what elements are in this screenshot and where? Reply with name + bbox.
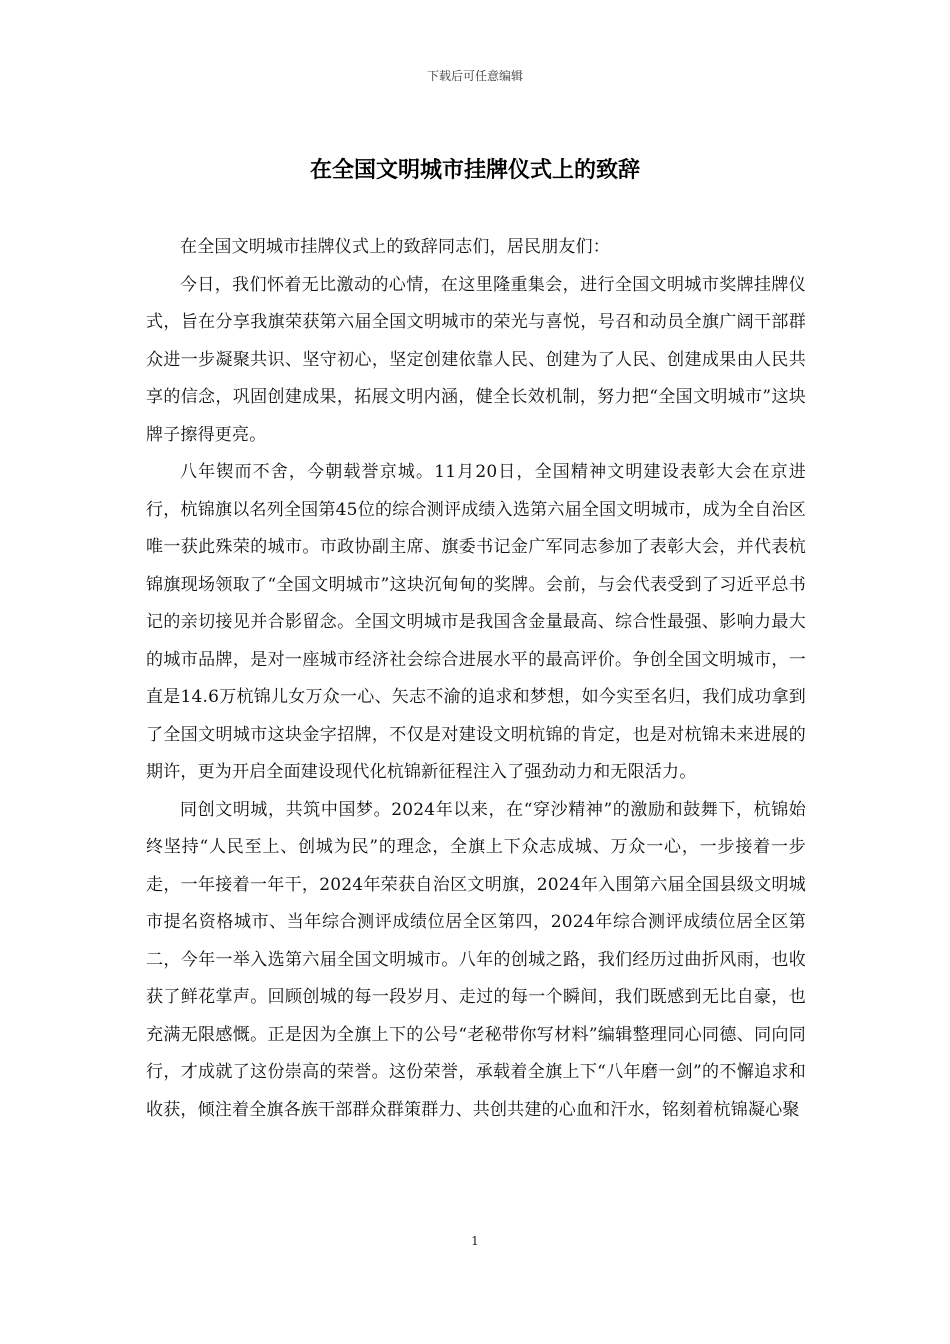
document-title: 在全国文明城市挂牌仪式上的致辞 — [309, 157, 640, 183]
paragraph-2: 八年锲而不舍，今朝载誉京城。11月20日，全国精神文明建设表彰大会在京进行，杭锦旗以名列全国第45位的综合测评成绩入选第六届全国文明城市，成为全自治区唯一获此殊荣的城市。市政协副主席、旗委书记金广军同志参加了表彰大会，并代表杭锦旗现场领取了“全国文明城市”这块沉甸甸的奖牌。会前，与会代表受到了习近平总书记的亲切接见并合影留念。全国文明城市是我国含金量最高、综合性最强、影响力最大的城市品牌，是对一座城市经济社会综合进展水平的最高评价。争创全国文明城市，一直是14.6万杭锦儿女万众一心、矢志不渝的追求和梦想，如今实至名归，我们成功拿到了全国文明城市这块金字招牌，不仅是对建设文明杭锦的肯定，也是对杭锦未来进展的期许，更为开启全面建设现代化杭锦新征程注入了强劲动力和无限活力。 — [146, 462, 806, 782]
page-number: 1 — [471, 1234, 479, 1248]
paragraph-3: 同创文明城，共筑中国梦。2024年以来，在“穿沙精神”的激励和鼓舞下，杭锦始终坚持“人民至上、创城为民”的理念，全旗上下众志成城、万众一心，一步接着一步走，一年接着一年干，2024年荣获自治区文明旗，2024年入围第六届全国县级文明城市提名资格城市、当年综合测评成绩位居全区第四，2024年综合测评成绩位居全区第二，今年一举入选第六届全国文明城市。八年的创城之路，我们经历过曲折风雨，也收获了鲜花掌声。回顾创城的每一段岁月、走过的每一个瞬间，我们既感到无比自豪，也充满无限感慨。正是因为全旗上下的公号“老秘带你写材料”编辑整理同心同德、同向同行，才成就了这份崇高的荣誉。这份荣誉，承载着全旗上下“八年磨一剑”的不懈追求和收获，倾注着全旗各族干部群众群策群力、共创共建的心血和汗水，铭刻着杭锦凝心聚 — [146, 799, 806, 1120]
paragraph-salutation: 在全国文明城市挂牌仪式上的致辞同志们，居民朋友们： — [180, 237, 610, 257]
header-note: 下载后可任意编辑 — [426, 69, 523, 83]
document-body — [146, 229, 806, 1129]
paragraph-1: 今日，我们怀着无比激动的心情，在这里隆重集会，进行全国文明城市奖牌挂牌仪式，旨在分享我旗荣获第六届全国文明城市的荣光与喜悦，号召和动员全旗广阔干部群众进一步凝聚共识、坚守初心，坚定创建依靠人民、创建为了人民、创建成果由人民共享的信念，巩固创建成果，拓展文明内涵，健全长效机制，努力把“全国文明城市”这块牌子擦得更亮。 — [146, 274, 806, 445]
